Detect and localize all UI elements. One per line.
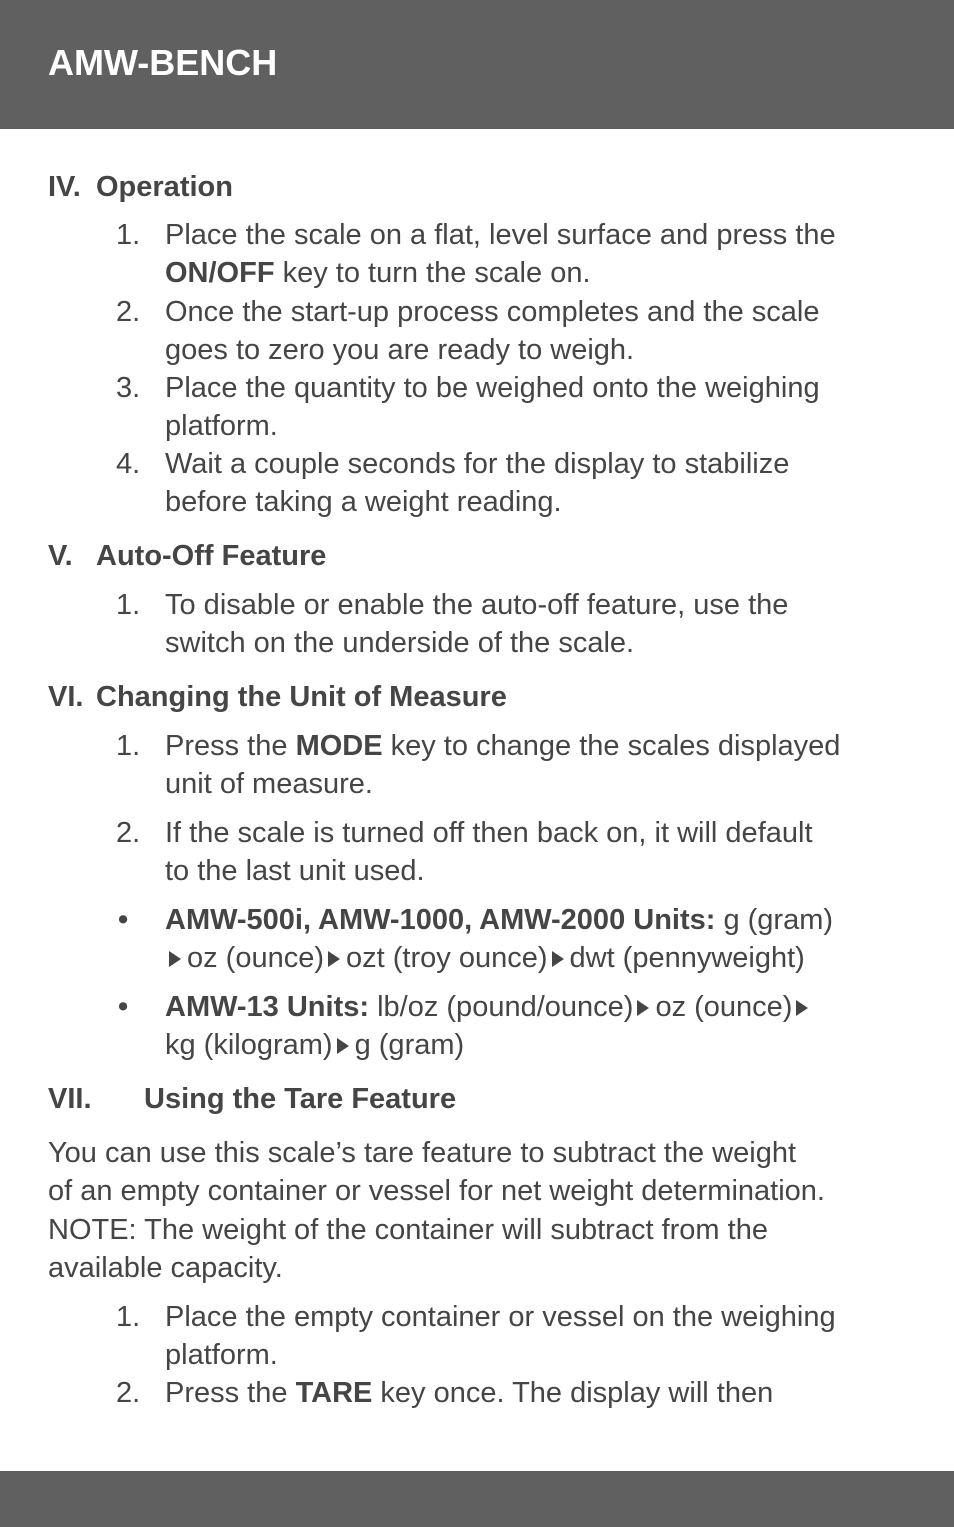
right-triangle-icon <box>796 1000 808 1016</box>
right-triangle-icon <box>328 951 340 967</box>
item-text: switch on the underside of the scale. <box>165 627 635 660</box>
unit-text: dwt (pennyweight) <box>569 942 805 975</box>
item-text: goes to zero you are ready to weigh. <box>165 334 635 367</box>
item-number: 3. <box>116 372 141 404</box>
item-number: 4. <box>116 448 141 480</box>
units-label: AMW-500i, AMW-1000, AMW-2000 Units: <box>165 904 716 936</box>
bullet-mark: • <box>118 904 129 936</box>
item-text: to the last unit used. <box>165 855 425 888</box>
item-number: 2. <box>116 1377 141 1409</box>
section-number: VI. <box>48 681 84 713</box>
item-text: To disable or enable the auto-off feature, use the <box>165 589 789 621</box>
section-heading-operation <box>48 168 233 206</box>
item-text: Place the quantity to be weighed onto the weighing <box>165 372 820 404</box>
item-number: 2. <box>116 817 141 849</box>
item-text: Press the <box>165 730 296 762</box>
right-triangle-icon <box>552 951 564 967</box>
section-title: Operation <box>96 171 233 203</box>
paragraph-line: available capacity. <box>48 1251 283 1284</box>
tare-description <box>48 1134 918 1287</box>
section-heading-tare <box>48 1080 456 1118</box>
unit-text: ozt (troy ounce) <box>346 942 548 975</box>
item-text: before taking a weight reading. <box>165 486 562 519</box>
item-text: Place the scale on a flat, level surface and press the <box>165 219 836 251</box>
item-number: 1. <box>116 219 141 251</box>
item-text: key to change the scales displayed <box>382 730 841 762</box>
document-title: AMW-BENCH <box>48 42 278 83</box>
unit-text: g (gram) <box>354 1029 465 1062</box>
item-number: 1. <box>116 730 141 762</box>
section-number: IV. <box>48 171 81 203</box>
section-title: Auto-Off Feature <box>96 540 327 572</box>
section-title: Changing the Unit of Measure <box>96 681 507 713</box>
key-name: TARE <box>295 1377 373 1409</box>
bullet-mark: • <box>118 991 129 1023</box>
key-name: MODE <box>295 730 383 762</box>
unit-text: oz (ounce) <box>187 942 325 975</box>
item-text: key to turn the scale on. <box>274 257 591 290</box>
item-text: platform. <box>165 410 278 443</box>
unit-text: g (gram) <box>715 904 834 936</box>
item-text: platform. <box>165 1339 278 1372</box>
item-text: Press the <box>165 1377 296 1409</box>
key-name: ON/OFF <box>165 257 275 290</box>
section-title: Using the Tare Feature <box>144 1083 457 1115</box>
section-number: VII. <box>48 1083 92 1115</box>
section-heading-units <box>48 678 507 716</box>
item-text: Place the empty container or vessel on the weighing <box>165 1301 836 1333</box>
item-text: If the scale is turned off then back on, it will default <box>165 817 813 849</box>
paragraph-line: NOTE: The weight of the container will subtract from the <box>48 1213 768 1246</box>
right-triangle-icon <box>169 951 181 967</box>
section-number: V. <box>48 540 73 572</box>
paragraph-line: of an empty container or vessel for net weight determination. <box>48 1175 825 1208</box>
item-text: key once. The display will then <box>372 1377 774 1409</box>
unit-text: lb/oz (pound/ounce) <box>369 991 634 1023</box>
item-number: 1. <box>116 1301 141 1333</box>
footer-bar <box>0 1471 954 1527</box>
item-text: Once the start-up process completes and the scale <box>165 296 820 328</box>
units-label: AMW-13 Units: <box>165 991 370 1023</box>
header-bar <box>0 0 954 129</box>
item-text: Wait a couple seconds for the display to stabilize <box>165 448 790 480</box>
paragraph-line: You can use this scale’s tare feature to subtract the weight <box>48 1137 797 1169</box>
item-text: unit of measure. <box>165 768 373 801</box>
unit-text: kg (kilogram) <box>165 1029 333 1062</box>
right-triangle-icon <box>637 1000 649 1016</box>
item-number: 2. <box>116 296 141 328</box>
item-number: 1. <box>116 589 141 621</box>
right-triangle-icon <box>337 1038 349 1054</box>
section-heading-auto-off <box>48 537 326 575</box>
unit-text: oz (ounce) <box>655 991 793 1023</box>
